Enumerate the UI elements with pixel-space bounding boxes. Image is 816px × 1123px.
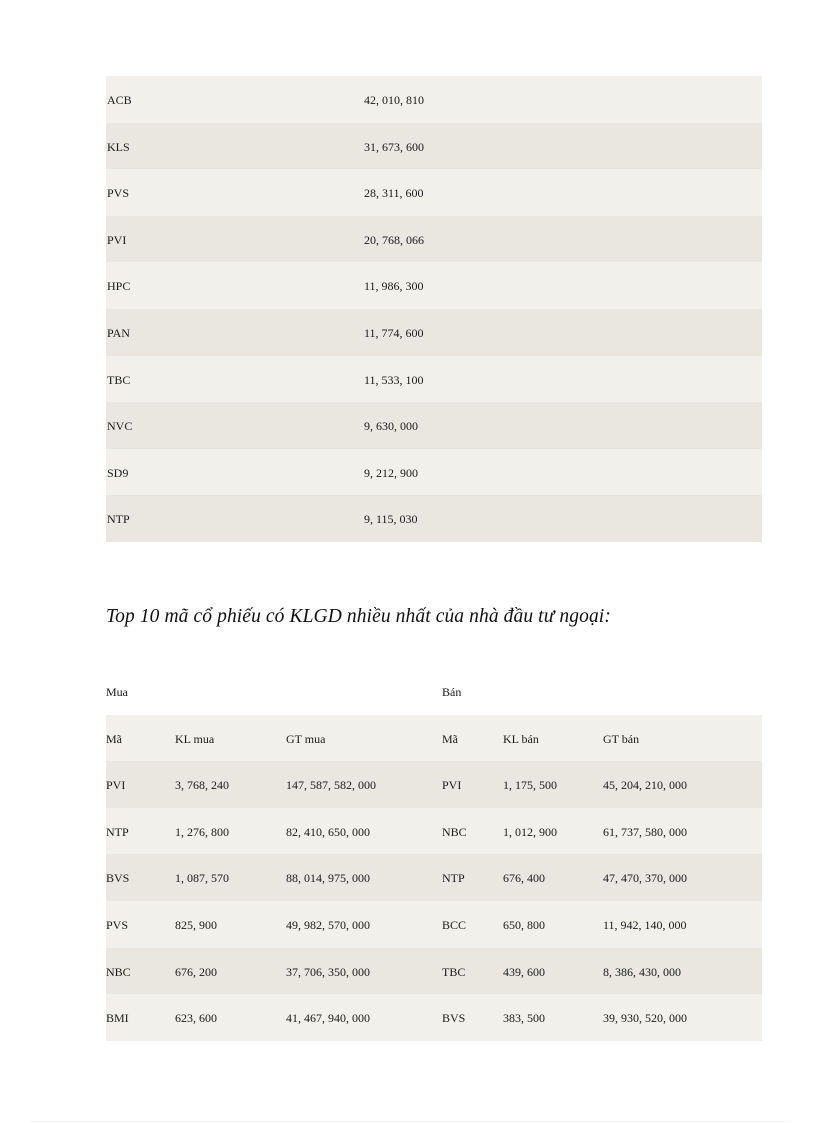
buy-code: PVI xyxy=(106,778,126,793)
table-row xyxy=(106,123,762,170)
stock-code: PVI xyxy=(107,232,127,247)
stock-code: PVS xyxy=(107,186,130,201)
buy-code: NTP xyxy=(106,824,129,839)
table-row xyxy=(106,854,762,901)
table-row xyxy=(106,76,762,123)
sell-section-title: Bán xyxy=(442,685,462,699)
trading-volume: 42, 010, 810 xyxy=(364,93,424,107)
table-row xyxy=(106,216,762,263)
sell-code: NTP xyxy=(442,871,465,886)
sell-volume-header: KL bán xyxy=(503,731,539,746)
buy-volume: 1, 276, 800 xyxy=(175,824,229,839)
buy-section-title: Mua xyxy=(106,685,128,699)
stock-code: SD9 xyxy=(107,465,129,480)
buy-value: 88, 014, 975, 000 xyxy=(286,871,370,886)
table-row xyxy=(106,309,762,356)
buy-volume-header: KL mua xyxy=(175,731,215,746)
table-row xyxy=(106,994,762,1041)
buy-volume: 825, 900 xyxy=(175,917,217,932)
buy-value: 41, 467, 940, 000 xyxy=(286,1011,370,1026)
buy-value: 49, 982, 570, 000 xyxy=(286,917,370,932)
sell-value-header: GT bán xyxy=(603,731,640,746)
foreign-investor-heading: Top 10 mã cổ phiếu có KLGD nhiều nhất của nhà đầu tư ngoại: xyxy=(106,606,611,627)
stock-code: PAN xyxy=(107,325,130,340)
section-title-row xyxy=(106,668,762,715)
sell-value: 11, 942, 140, 000 xyxy=(603,917,687,932)
table-row xyxy=(106,948,762,995)
table-row xyxy=(106,262,762,309)
buy-value: 37, 706, 350, 000 xyxy=(286,964,370,979)
sell-value: 39, 930, 520, 000 xyxy=(603,1011,687,1026)
buy-value-header: GT mua xyxy=(286,731,326,746)
sell-code: NBC xyxy=(442,824,467,839)
stock-code: ACB xyxy=(107,93,132,107)
trading-volume: 9, 212, 900 xyxy=(364,465,418,480)
table-row xyxy=(106,495,762,542)
foreign-investor-table xyxy=(106,668,762,1041)
buy-code: PVS xyxy=(106,917,129,932)
stock-code: KLS xyxy=(107,139,130,154)
table-row xyxy=(106,169,762,216)
buy-code: NBC xyxy=(106,964,131,979)
trading-volume: 11, 774, 600 xyxy=(364,325,424,340)
buy-volume: 623, 600 xyxy=(175,1011,217,1026)
sell-code-header: Mã xyxy=(442,731,458,746)
table-row xyxy=(106,808,762,855)
trading-volume: 9, 630, 000 xyxy=(364,419,418,434)
sell-volume: 1, 012, 900 xyxy=(503,824,557,839)
buy-volume: 676, 200 xyxy=(175,964,217,979)
sell-code: TBC xyxy=(442,964,466,979)
sell-value: 47, 470, 370, 000 xyxy=(603,871,687,886)
stock-code: HPC xyxy=(107,279,131,294)
sell-value: 45, 204, 210, 000 xyxy=(603,778,687,793)
sell-code: PVI xyxy=(442,778,462,793)
trading-volume: 20, 768, 066 xyxy=(364,232,424,247)
stock-code: NVC xyxy=(107,419,133,434)
sell-volume: 676, 400 xyxy=(503,871,545,886)
trading-volume: 28, 311, 600 xyxy=(364,186,424,201)
sell-value: 8, 386, 430, 000 xyxy=(603,964,681,979)
sell-volume: 1, 175, 500 xyxy=(503,778,557,793)
table-row xyxy=(106,356,762,403)
sell-code: BCC xyxy=(442,917,467,932)
sell-code: BVS xyxy=(442,1011,466,1026)
buy-code: BVS xyxy=(106,871,130,886)
sell-volume: 383, 500 xyxy=(503,1011,545,1026)
stock-code: TBC xyxy=(107,372,131,387)
buy-value: 82, 410, 650, 000 xyxy=(286,824,370,839)
buy-volume: 3, 768, 240 xyxy=(175,778,229,793)
page-bottom-divider xyxy=(30,1121,790,1122)
buy-volume: 1, 087, 570 xyxy=(175,871,229,886)
buy-value: 147, 587, 582, 000 xyxy=(286,778,376,793)
trading-volume: 31, 673, 600 xyxy=(364,139,424,154)
trading-volume: 11, 533, 100 xyxy=(364,372,424,387)
table-row xyxy=(106,402,762,449)
trading-volume: 9, 115, 030 xyxy=(364,512,418,527)
sell-value: 61, 737, 580, 000 xyxy=(603,824,687,839)
sell-volume: 439, 600 xyxy=(503,964,545,979)
header-row xyxy=(106,715,762,762)
buy-code: BMI xyxy=(106,1011,129,1026)
buy-code-header: Mã xyxy=(106,731,122,746)
table-row xyxy=(106,449,762,496)
sell-volume: 650, 800 xyxy=(503,917,545,932)
table-row xyxy=(106,901,762,948)
trading-volume: 11, 986, 300 xyxy=(364,279,424,294)
top-volume-table xyxy=(106,76,762,542)
table-row xyxy=(106,761,762,808)
stock-code: NTP xyxy=(107,512,130,527)
